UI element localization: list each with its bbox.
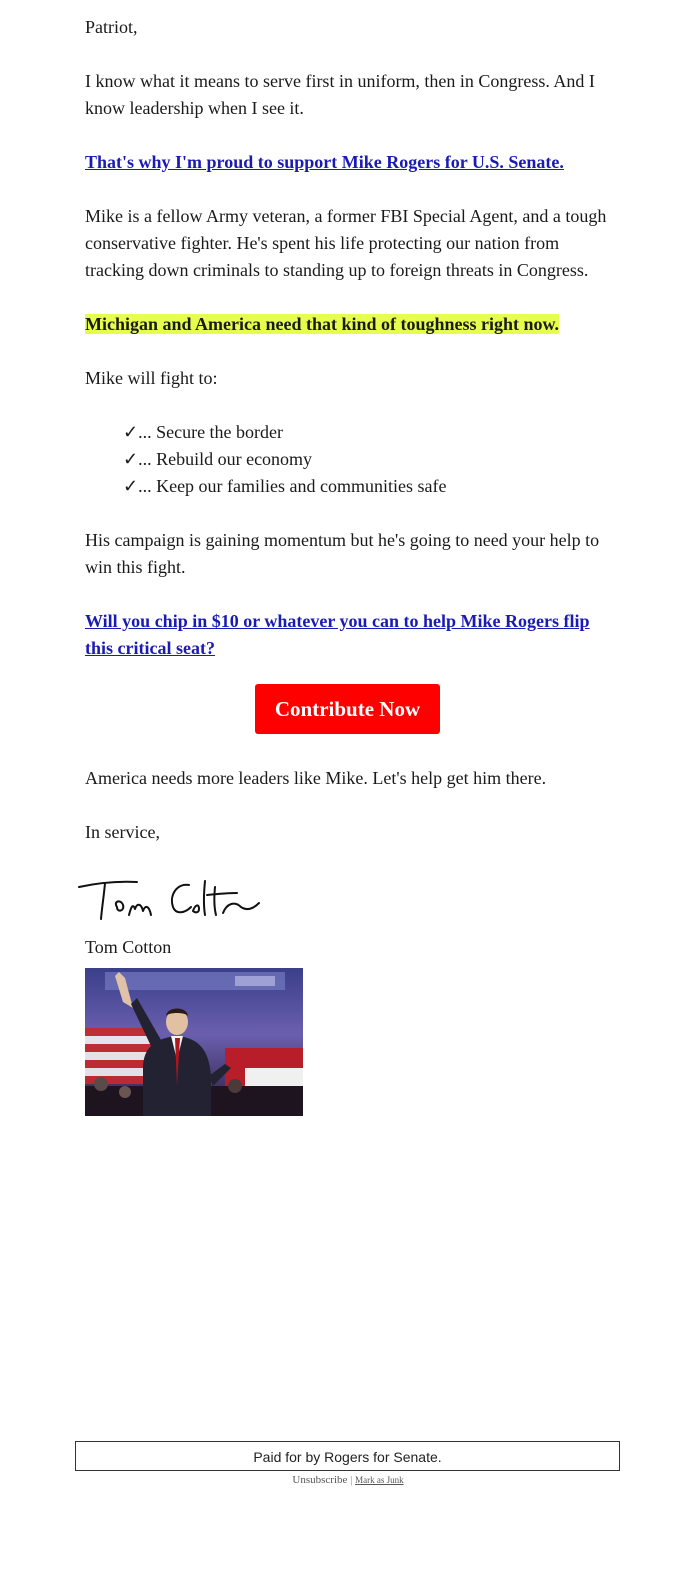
footer-separator: |: [350, 1474, 353, 1486]
list-item: ✓... Keep our families and communities safe: [123, 476, 447, 496]
candidate-photo: [85, 968, 303, 1116]
mark-as-junk-link[interactable]: Mark as Junk: [355, 1475, 404, 1485]
greeting: Patriot,: [85, 17, 138, 37]
signer-name: Tom Cotton: [85, 937, 172, 957]
unsubscribe-link[interactable]: Unsubscribe: [292, 1474, 348, 1486]
intro-paragraph: I know what it means to serve first in uniform, then in Congress. And I know leadership when I see it.: [85, 71, 595, 118]
support-paragraph: [85, 149, 610, 176]
support-link[interactable]: That's why I'm proud to support Mike Rogers for U.S. Senate.: [85, 152, 564, 172]
sign-off: In service,: [85, 822, 160, 842]
button-wrapper: [85, 684, 610, 734]
highlight-text: Michigan and America need that kind of toughness right now.: [85, 314, 560, 334]
paid-for-disclaimer: Paid for by Rogers for Senate.: [75, 1441, 620, 1471]
list-item: ✓... Rebuild our economy: [123, 449, 313, 469]
highlight-paragraph: [85, 311, 610, 338]
chip-in-link[interactable]: Will you chip in $10 or whatever you can to help Mike Rogers flip this critical seat?: [85, 611, 590, 658]
momentum-paragraph: His campaign is gaining momentum but he's going to need your help to win this fight.: [85, 530, 600, 577]
bio-paragraph: Mike is a fellow Army veteran, a former FBI Special Agent, and a tough conservative fighter. He's spent his life protecting our nation from tracking down criminals to standing up to foreign threats in Congress.: [85, 206, 607, 280]
fight-list: [85, 419, 610, 500]
leaders-paragraph: America needs more leaders like Mike. Let's help get him there.: [85, 768, 547, 788]
signature-image: [77, 873, 267, 923]
chip-in-paragraph: [85, 608, 610, 662]
email-body: [85, 14, 610, 1116]
list-item: ✓... Secure the border: [123, 422, 284, 442]
footer-links: [0, 1473, 696, 1487]
fight-intro: Mike will fight to:: [85, 368, 218, 388]
contribute-now-button[interactable]: Contribute Now: [255, 684, 440, 734]
